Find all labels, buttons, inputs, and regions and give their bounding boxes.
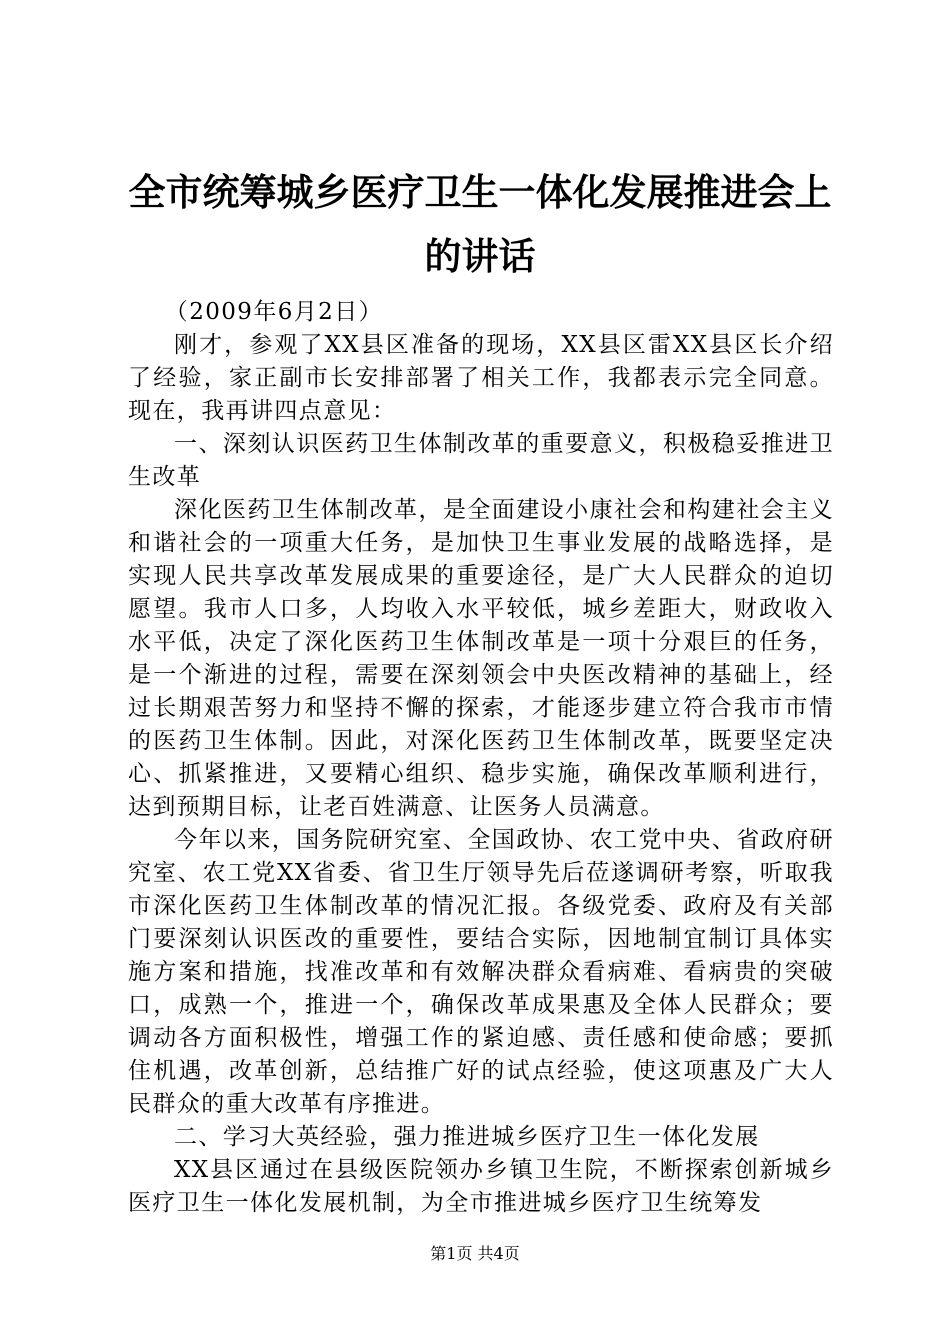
section-heading-1: 一、深刻认识医药卫生体制改革的重要意义，积极稳妥推进卫生改革 (128, 431, 834, 490)
document-title: 全市统筹城乡医疗卫生一体化发展推进会上的讲话 (128, 170, 832, 278)
section-heading-2: 二、学习大英经验，强力推进城乡医疗卫生一体化发展 (174, 1124, 760, 1150)
paragraph: XX县区通过在县级医院领办乡镇卫生院，不断探索创新城乡医疗卫生一体化发展机制，为全市推进城乡医疗卫生统筹发 (128, 1157, 834, 1216)
paragraph-opening: 刚才，参观了XX县区准备的现场，XX县区雷XX县区长介绍了经验，家正副市长安排部署了相关工作，我都表示完全同意。现在，我再讲四点意见： (128, 332, 834, 424)
speech-date: （2009年6月2日） (164, 299, 383, 325)
paragraph: 深化医药卫生体制改革，是全面建设小康社会和构建社会主义和谐社会的一项重大任务，是加快卫生事业发展的战略选择，是实现人民共享改革发展成果的重要途径，是广大人民群众的迫切愿望。我市人口多，人均收入水平较低，城乡差距大，财政收入水平低，决定了深化医药卫生体制改革是一项十分艰巨的任务，是一个渐进的过程，需要在深刻领会中央医改精神的基础上，经过长期艰苦努力和坚持不懈的探索，才能逐步建立符合我市市情的医药卫生体制。因此，对深化医药卫生体制改革，既要坚定决心、抓紧推进，又要精心组织、稳步实施，确保改革顺利进行，达到预期目标，让老百姓满意、让医务人员满意。 (128, 497, 834, 820)
document-body (128, 296, 834, 1220)
paragraph: 今年以来，国务院研究室、全国政协、农工党中央、省政府研究室、农工党XX省委、省卫生厅领导先后莅遂调研考察，听取我市深化医药卫生体制改革的情况汇报。各级党委、政府及有关部门要深刻认识医改的重要性，要结合实际，因地制宜制订具体实施方案和措施，找准改革和有效解决群众看病难、看病贵的突破口，成熟一个，推进一个，确保改革成果惠及全体人民群众；要调动各方面积极性，增强工作的紧迫感、责任感和使命感；要抓住机遇，改革创新，总结推广好的试点经验，使这项惠及广大人民群众的重大改革有序推进。 (128, 827, 834, 1117)
page-footer: 第1页 共4页 (430, 1244, 520, 1263)
